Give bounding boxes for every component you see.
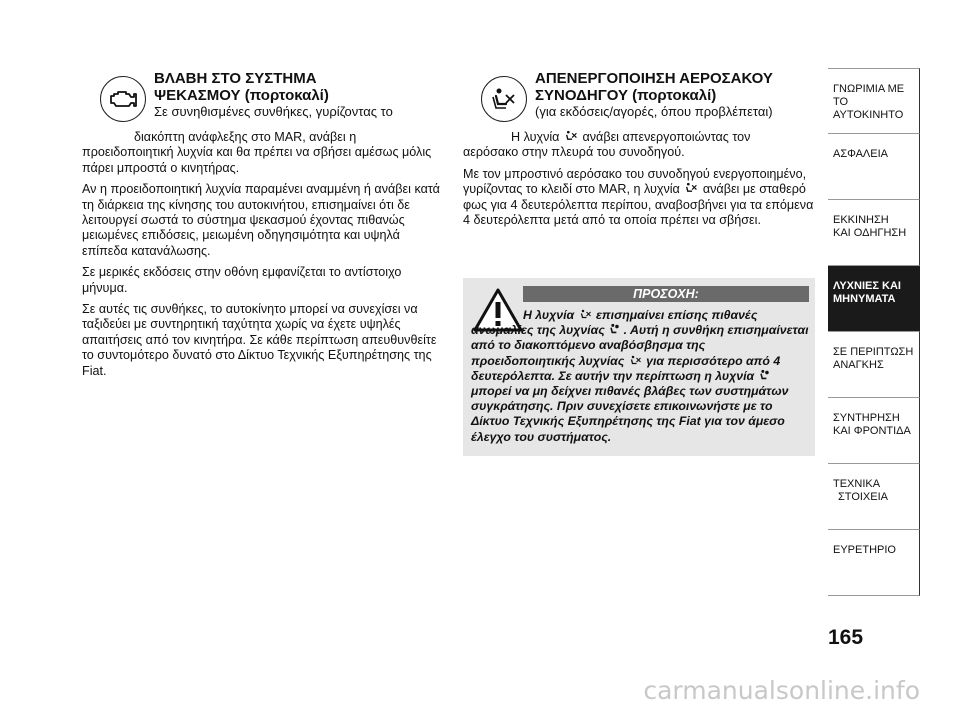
airbag-fault-icon	[758, 369, 770, 382]
paragraph-line: διακόπτη ανάφλεξης στο MAR, ανάβει η	[134, 130, 357, 144]
paragraph: Με τον μπροστινό αερόσακο του συνοδηγού ενεργοποιημένο, γυρίζοντας το κλειδί στο MAR, η λυχνία ανάβει με σταθερό φως για 4 δευτερόλεπτα περίπου, αναβοσβήνει για τα επόμενα 4 δευτερόλεπτα μετά από τα οποία πρέπει να σβήσει.	[463, 166, 814, 228]
title-line: ΑΠΕΝΕΡΓΟΠΟΙΗΣΗ ΑΕΡΟΣΑΚΟΥ	[535, 70, 773, 87]
paragraph: αερόσακο στην πλευρά του συνοδηγού.	[463, 145, 685, 160]
title-line: ΨΕΚΑΣΜΟΥ (πορτοκαλί)	[154, 87, 329, 104]
warning-box	[463, 278, 815, 456]
chapter-tabs	[828, 68, 920, 596]
warning-text: Η λυχνία επισημαίνει επίσης πιθανές ανωμαλίες της λυχνίας . Αυτή η συνθήκη επισημαίνεται από το διακοπτόμενο αναβόσβησμα της προειδοποιητικής λυχνίας για περισσότερο από 4 δευτερόλεπτα. Σε αυτήν την περίπτωση η λυχνία μπορεί να μη δείχνει πιθανές βλάβες των συστημάτων συγκράτησης. Πριν συνεχίσετε επικοινωνήστε με το Δίκτυο Τεχνικής Εξυπηρέτησης της Fiat για τον άμεσο έλεγχο του συστήματος.	[471, 308, 809, 444]
tab-index[interactable]: ΕΥΡΕΤΗΡΙΟ	[828, 530, 920, 596]
airbag-off-icon	[563, 130, 579, 143]
page-number: 165	[828, 626, 864, 649]
tab-warning-lights-messages[interactable]: ΛΥΧΝΙΕΣ ΚΑΙ ΜΗΝΥΜΑΤΑ	[828, 266, 920, 332]
airbag-deactivation-title	[535, 70, 773, 104]
paragraph: Αν η προειδοποιητική λυχνία παραμένει αναμμένη ή ανάβει κατά τη διάρκεια της κίνησης του αυτοκινήτου, επισημαίνει ότι δε λειτουργεί σωστά το σύστημα ψεκασμού έχοντας πιθανώς μειωμένες επιδόσεις, μειωμένη οδηγησιμότητα και υψηλά επίπεδα κατανάλωσης.	[82, 182, 440, 258]
tab-emergency[interactable]: ΣΕ ΠΕΡΙΠΤΩΣΗ ΑΝΑΓΚΗΣ	[828, 332, 920, 398]
tab-getting-to-know[interactable]: ΓΝΩΡΙΜΙΑ ΜΕ ΤΟ ΑΥΤΟΚΙΝΗΤΟ	[828, 68, 920, 134]
injection-fault-body	[82, 130, 444, 379]
injection-fault-section	[82, 68, 444, 385]
airbag-deactivation-header	[463, 68, 815, 130]
tab-maintenance-care[interactable]: ΣΥΝΤΗΡΗΣΗ ΚΑΙ ΦΡΟΝΤΙΔΑ	[828, 398, 920, 464]
injection-fault-intro: Σε συνηθισμένες συνθήκες, γυρίζοντας το	[154, 104, 393, 119]
airbag-off-icon	[578, 309, 593, 321]
tab-starting-driving[interactable]: ΕΚΚΙΝΗΣΗ ΚΑΙ ΟΔΗΓΗΣΗ	[828, 200, 920, 266]
airbag-fault-icon	[608, 323, 620, 336]
paragraph-line: Η λυχνία ανάβει απενεργοποιώντας τον	[511, 130, 751, 144]
paragraph: προειδοποιητική λυχνία και θα πρέπει να σβήσει αμέσως μόλις πάρει μπροστά ο κινητήρας.	[82, 145, 432, 175]
title-line: ΒΛΑΒΗ ΣΤΟ ΣΥΣΤΗΜΑ	[154, 70, 317, 87]
engine-check-icon	[100, 76, 146, 122]
title-line: ΣΥΝΟΔΗΓΟΥ (πορτοκαλί)	[535, 87, 717, 104]
paragraph: Σε μερικές εκδόσεις στην οθόνη εμφανίζεται το αντίστοιχο μήνυμα.	[82, 265, 402, 295]
watermark: carmanualsonline.info	[643, 676, 920, 705]
airbag-deactivation-subtitle: (για εκδόσεις/αγορές, όπου προβλέπεται)	[535, 104, 773, 119]
airbag-off-icon	[481, 76, 527, 122]
tab-technical-data[interactable]: ΤΕΧΝΙΚΑ ΣΤΟΙΧΕΙΑ	[828, 464, 920, 530]
airbag-off-icon	[683, 182, 699, 195]
tab-safety[interactable]: ΑΣΦΑΛΕΙΑ	[828, 134, 920, 200]
airbag-deactivation-body	[463, 130, 815, 228]
warning-label: ΠΡΟΣΟΧΗ:	[523, 286, 809, 302]
injection-fault-title	[154, 70, 329, 104]
airbag-deactivation-section	[463, 68, 815, 234]
injection-fault-header	[82, 68, 444, 130]
airbag-off-icon	[628, 355, 643, 367]
paragraph: Σε αυτές τις συνθήκες, το αυτοκίνητο μπορεί να συνεχίσει να ταξιδεύει με συντηρητική ταχύτητα χωρίς να έχετε υψηλές απαιτήσεις από τον κινητήρα. Σε κάθε περίπτωση απευθυνθείτε το συντομότερο δυνατό στο Δίκτυο Τεχνικής Εξυπηρέτησης της Fiat.	[82, 302, 437, 378]
